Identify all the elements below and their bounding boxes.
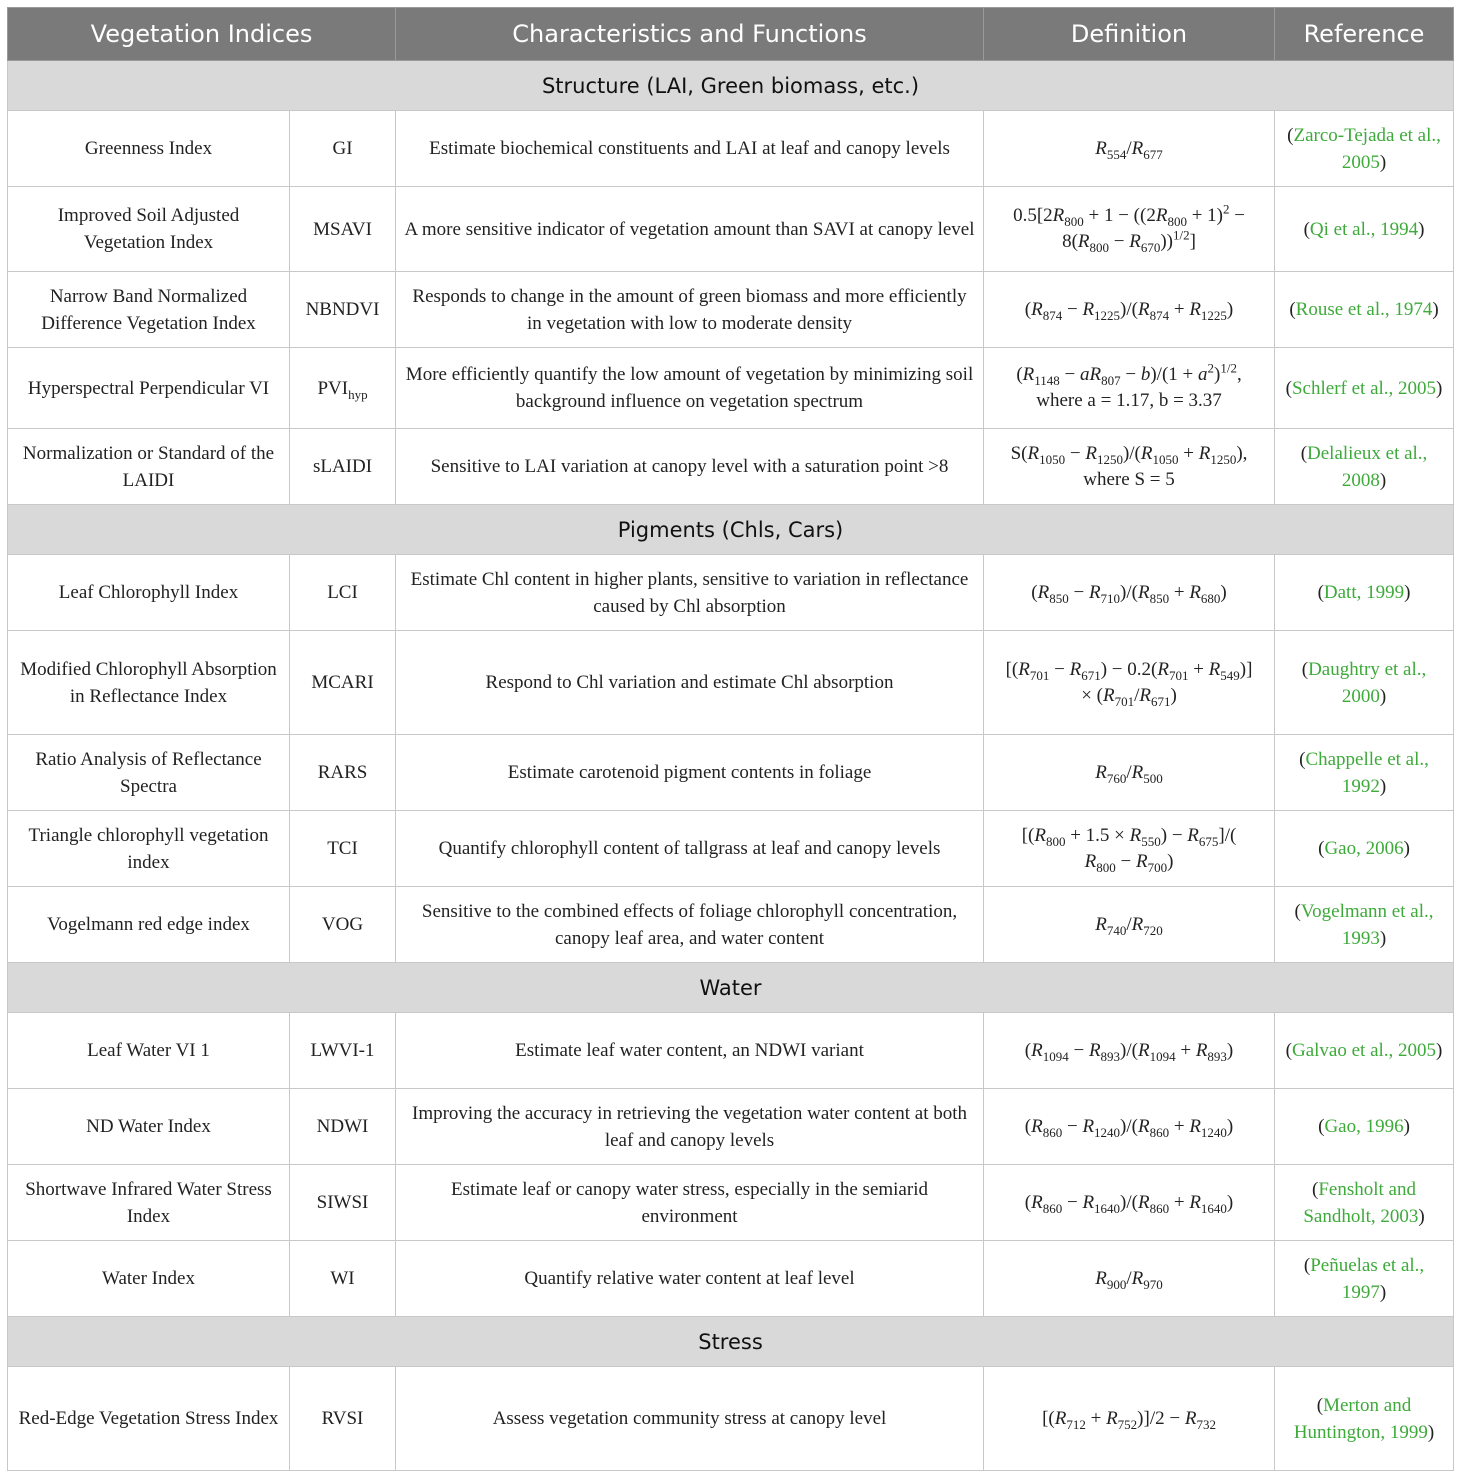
header-row (8, 8, 1454, 61)
index-name: Triangle chlorophyll vegetation index (8, 811, 290, 887)
index-definition: $0.5[2R_{800} + 1 - ((2R_{800} + 1)^2 - 8(R_{800} - R_{670}))^{1/2}]$ (984, 187, 1275, 272)
index-reference: (Rouse et al., 1974) (1275, 272, 1454, 348)
table-row (8, 887, 1454, 963)
index-abbr: SIWSI (290, 1165, 396, 1241)
reference-link[interactable]: Vogelmann et al., 1993 (1300, 900, 1434, 949)
index-name: Ratio Analysis of Reflectance Spectra (8, 735, 290, 811)
index-definition: $R_{740}/R_{720}$ (984, 887, 1275, 963)
index-abbr: WI (290, 1241, 396, 1317)
reference-link[interactable]: Gao, 2006 (1324, 838, 1404, 859)
index-abbr-subscript: hyp (348, 386, 368, 402)
table-row (8, 631, 1454, 735)
header-characteristics: Characteristics and Functions (396, 8, 984, 61)
index-definition: $[(R_{712} + R_{752})]/2 - R_{732}$ (984, 1367, 1275, 1471)
index-definition: $(R_{860} - R_{1640})/(R_{860} + R_{1640})$ (984, 1165, 1275, 1241)
index-definition: $(R_{850} - R_{710})/(R_{850} + R_{680})$ (984, 555, 1275, 631)
section-structure: Structure (LAI, Green biomass, etc.) (8, 61, 1454, 111)
section-row (8, 963, 1454, 1013)
index-description: Improving the accuracy in retrieving the vegetation water content at both leaf and canopy levels (396, 1089, 984, 1165)
index-abbr: MCARI (290, 631, 396, 735)
index-description: Respond to Chl variation and estimate Chl absorption (396, 631, 984, 735)
index-description: Estimate leaf or canopy water stress, especially in the semiarid environment (396, 1165, 984, 1241)
table-row (8, 735, 1454, 811)
index-name: Modified Chlorophyll Absorption in Reflectance Index (8, 631, 290, 735)
index-reference: (Galvao et al., 2005) (1275, 1013, 1454, 1089)
index-reference: (Chappelle et al., 1992) (1275, 735, 1454, 811)
reference-link[interactable]: Delalieux et al., 2008 (1307, 442, 1428, 491)
index-definition: $(R_{1148} - aR_{807} - b)/(1 + a^2)^{1/2}$, where a = 1.17, b = 3.37 (984, 348, 1275, 429)
table-row (8, 348, 1454, 429)
index-reference: (Gao, 2006) (1275, 811, 1454, 887)
index-description: Estimate Chl content in higher plants, sensitive to variation in reflectance caused by Chl absorption (396, 555, 984, 631)
index-abbr: MSAVI (290, 187, 396, 272)
formula-where: where S = 5 (1083, 468, 1175, 490)
reference-link[interactable]: Peñuelas et al., 1997 (1310, 1254, 1425, 1303)
index-definition: $R_{760}/R_{500}$ (984, 735, 1275, 811)
vegetation-indices-table (7, 7, 1454, 1471)
index-description: Assess vegetation community stress at canopy level (396, 1367, 984, 1471)
reference-link[interactable]: Merton and Huntington, 1999 (1293, 1394, 1428, 1443)
table-row (8, 1165, 1454, 1241)
reference-link[interactable]: Gao, 1996 (1324, 1116, 1404, 1137)
table-row (8, 811, 1454, 887)
reference-link[interactable]: Schlerf et al., 2005 (1291, 377, 1437, 399)
section-pigments: Pigments (Chls, Cars) (8, 505, 1454, 555)
reference-link[interactable]: Datt, 1999 (1323, 582, 1405, 603)
index-definition: $(R_{860} - R_{1240})/(R_{860} + R_{1240})$ (984, 1089, 1275, 1165)
table-row (8, 187, 1454, 272)
index-reference: (Merton and Huntington, 1999) (1275, 1367, 1454, 1471)
index-reference: (Peñuelas et al., 1997) (1275, 1241, 1454, 1317)
index-abbr (290, 348, 396, 429)
index-abbr: sLAIDI (290, 429, 396, 505)
index-abbr: NBNDVI (290, 272, 396, 348)
index-name: Leaf Water VI 1 (8, 1013, 290, 1089)
index-description: A more sensitive indicator of vegetation amount than SAVI at canopy level (396, 187, 984, 272)
table-row (8, 1241, 1454, 1317)
section-row (8, 505, 1454, 555)
index-reference: (Delalieux et al., 2008) (1275, 429, 1454, 505)
index-description: Responds to change in the amount of green biomass and more efficiently in vegetation with low to moderate density (396, 272, 984, 348)
table-row (8, 1367, 1454, 1471)
reference-link[interactable]: Rouse et al., 1974 (1295, 299, 1433, 320)
header-reference: Reference (1275, 8, 1454, 61)
index-name: Narrow Band Normalized Difference Vegetation Index (8, 272, 290, 348)
index-reference: (Schlerf et al., 2005) (1275, 348, 1454, 429)
index-abbr: NDWI (290, 1089, 396, 1165)
index-reference: (Vogelmann et al., 1993) (1275, 887, 1454, 963)
index-name: Red-Edge Vegetation Stress Index (8, 1367, 290, 1471)
index-reference: (Qi et al., 1994) (1275, 187, 1454, 272)
table-row (8, 1013, 1454, 1089)
reference-link[interactable]: Zarco-Tejada et al., 2005 (1293, 124, 1441, 173)
index-name: Water Index (8, 1241, 290, 1317)
index-name: ND Water Index (8, 1089, 290, 1165)
index-definition: $[(R_{800} + 1.5 \times R_{550}) - R_{675}]/$( $R_{800} - R_{700}$) (984, 811, 1275, 887)
header-vegetation-indices: Vegetation Indices (8, 8, 396, 61)
index-abbr: TCI (290, 811, 396, 887)
table-row (8, 555, 1454, 631)
index-definition: $(R_{874} - R_{1225})/(R_{874} + R_{1225})$ (984, 272, 1275, 348)
section-row (8, 1317, 1454, 1367)
reference-link[interactable]: Daughtry et al., 2000 (1308, 658, 1427, 707)
index-reference: (Daughtry et al., 2000) (1275, 631, 1454, 735)
reference-link[interactable]: Galvao et al., 2005 (1291, 1040, 1437, 1061)
index-definition: $R_{900}/R_{970}$ (984, 1241, 1275, 1317)
reference-link[interactable]: Qi et al., 1994 (1309, 218, 1419, 240)
reference-link[interactable]: Fensholt and Sandholt, 2003 (1303, 1178, 1419, 1227)
index-abbr-text: PVI (317, 377, 349, 399)
index-name: Vogelmann red edge index (8, 887, 290, 963)
index-description: Estimate carotenoid pigment contents in foliage (396, 735, 984, 811)
reference-link[interactable]: Chappelle et al., 1992 (1305, 748, 1429, 797)
index-reference: (Datt, 1999) (1275, 555, 1454, 631)
index-abbr: LCI (290, 555, 396, 631)
index-abbr: LWVI-1 (290, 1013, 396, 1089)
table-row (8, 429, 1454, 505)
index-description: More efficiently quantify the low amount of vegetation by minimizing soil background influence on vegetation spectrum (396, 348, 984, 429)
index-name: Hyperspectral Perpendicular VI (8, 348, 290, 429)
index-abbr: GI (290, 111, 396, 187)
index-description: Estimate leaf water content, an NDWI variant (396, 1013, 984, 1089)
table-row (8, 272, 1454, 348)
index-reference: (Fensholt and Sandholt, 2003) (1275, 1165, 1454, 1241)
section-stress: Stress (8, 1317, 1454, 1367)
index-name: Improved Soil Adjusted Vegetation Index (8, 187, 290, 272)
index-definition: $S(R_{1050} - R_{1250})/(R_{1050} + R_{1250})$, where S = 5 (984, 429, 1275, 505)
index-name: Shortwave Infrared Water Stress Index (8, 1165, 290, 1241)
index-definition: $(R_{1094} - R_{893})/(R_{1094} + R_{893})$ (984, 1013, 1275, 1089)
index-reference: (Gao, 1996) (1275, 1089, 1454, 1165)
header-definition: Definition (984, 8, 1275, 61)
index-name: Normalization or Standard of the LAIDI (8, 429, 290, 505)
table-row (8, 1089, 1454, 1165)
section-water: Water (8, 963, 1454, 1013)
table-row (8, 111, 1454, 187)
index-description: Sensitive to LAI variation at canopy level with a saturation point >8 (396, 429, 984, 505)
index-abbr: RARS (290, 735, 396, 811)
index-description: Sensitive to the combined effects of foliage chlorophyll concentration, canopy leaf area, and water content (396, 887, 984, 963)
section-row (8, 61, 1454, 111)
index-name: Greenness Index (8, 111, 290, 187)
index-description: Estimate biochemical constituents and LAI at leaf and canopy levels (396, 111, 984, 187)
index-abbr: VOG (290, 887, 396, 963)
index-name: Leaf Chlorophyll Index (8, 555, 290, 631)
formula-where: where a = 1.17, b = 3.37 (1036, 390, 1222, 411)
index-description: Quantify relative water content at leaf level (396, 1241, 984, 1317)
index-abbr: RVSI (290, 1367, 396, 1471)
index-description: Quantify chlorophyll content of tallgrass at leaf and canopy levels (396, 811, 984, 887)
index-reference: (Zarco-Tejada et al., 2005) (1275, 111, 1454, 187)
index-definition: $[(R_{701} - R_{671}) - 0.2(R_{701} + R_{549})]$ × $(R_{701}/R_{671})$ (984, 631, 1275, 735)
index-definition: $R_{554}/R_{677}$ (984, 111, 1275, 187)
